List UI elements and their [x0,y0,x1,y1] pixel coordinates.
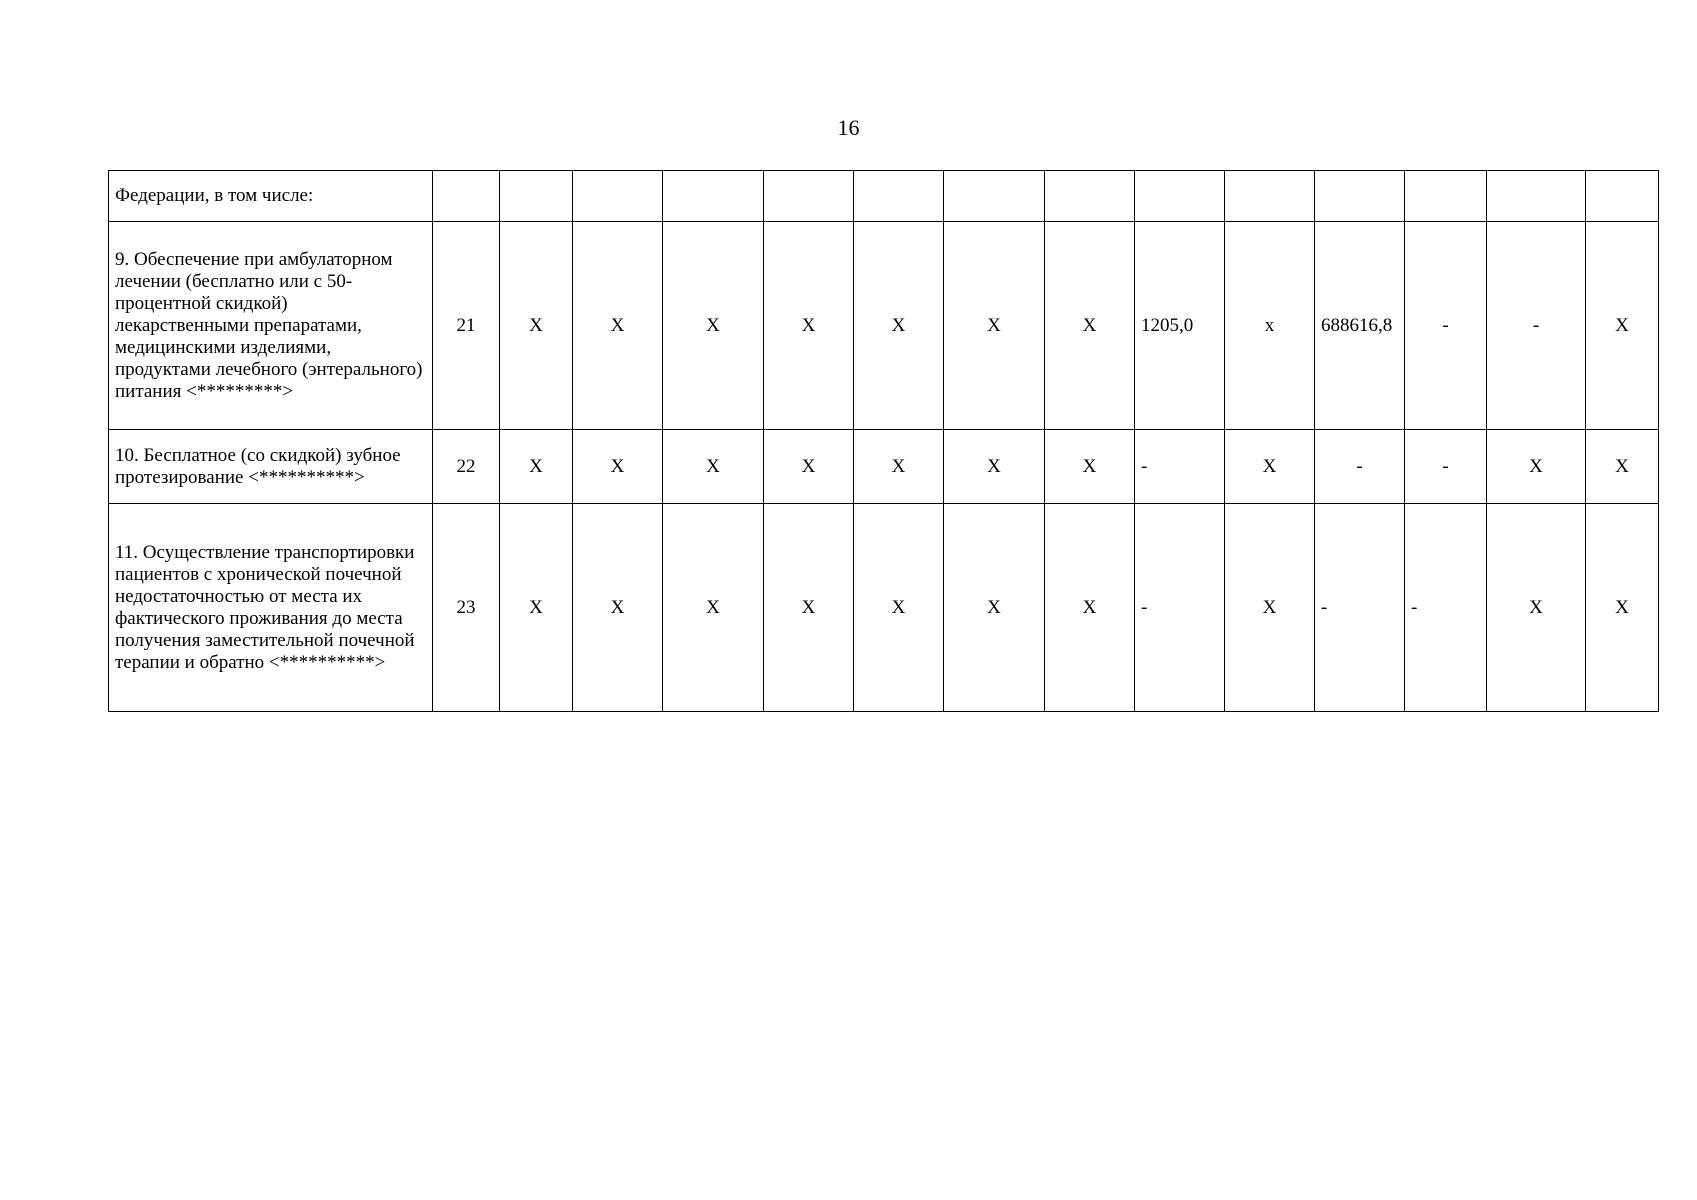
value-cell: X [1487,504,1586,712]
value-cell: X [944,430,1045,504]
value-cell: - [1487,222,1586,430]
value-cell: X [764,504,854,712]
value-cell: - [1405,504,1487,712]
table-row [109,430,1659,504]
value-cell [573,171,663,222]
value-cell: X [944,504,1045,712]
table-row [109,504,1659,712]
row-name-cell: Федерации, в том числе: [109,171,433,222]
value-cell: X [663,222,764,430]
value-cell [1045,171,1135,222]
value-cell [1315,171,1405,222]
value-cell: - [1405,222,1487,430]
value-cell [663,171,764,222]
value-cell [1405,171,1487,222]
value-cell: - [1405,430,1487,504]
value-cell: X [573,222,663,430]
value-cell: X [1586,504,1659,712]
value-cell: X [1586,430,1659,504]
value-cell: X [764,430,854,504]
value-cell: - [1315,504,1405,712]
value-cell: X [500,430,573,504]
value-cell [854,171,944,222]
value-cell: X [1487,430,1586,504]
table-row [109,222,1659,430]
value-cell: X [573,504,663,712]
value-cell: X [1045,430,1135,504]
value-cell: X [500,504,573,712]
row-code-cell [433,171,500,222]
value-cell: X [854,430,944,504]
value-cell [944,171,1045,222]
value-cell: X [1225,504,1315,712]
row-code-cell: 21 [433,222,500,430]
row-name-cell: 11. Осуществление транспортировки пациентов с хронической почечной недостаточностью от места их фактического проживания до места получения заместительной почечной терапии и обратно <**********> [109,504,433,712]
table-row [109,171,1659,222]
value-cell: - [1135,504,1225,712]
value-cell: X [663,504,764,712]
value-cell: X [1045,504,1135,712]
value-cell: - [1135,430,1225,504]
value-cell: X [663,430,764,504]
value-cell [1586,171,1659,222]
row-name-cell: 9. Обеспечение при амбулаторном лечении (бесплатно или с 50-процентной скидкой) лекарственными препаратами, медицинскими изделиями, продуктами лечебного (энтерального) питания <*********> [109,222,433,430]
value-cell: X [854,222,944,430]
value-cell: X [1586,222,1659,430]
data-table [108,170,1659,712]
value-cell: X [944,222,1045,430]
row-code-cell: 22 [433,430,500,504]
value-cell: X [1045,222,1135,430]
row-code-cell: 23 [433,504,500,712]
value-cell: 1205,0 [1135,222,1225,430]
value-cell: - [1315,430,1405,504]
value-cell [764,171,854,222]
value-cell: X [854,504,944,712]
page-number: 16 [837,115,860,140]
value-cell: X [764,222,854,430]
value-cell: X [1225,430,1315,504]
value-cell [1225,171,1315,222]
value-cell: x [1225,222,1315,430]
value-cell: X [573,430,663,504]
value-cell [1487,171,1586,222]
row-name-cell: 10. Бесплатное (со скидкой) зубное протезирование <**********> [109,430,433,504]
value-cell: X [500,222,573,430]
value-cell [1135,171,1225,222]
value-cell [500,171,573,222]
value-cell: 688616,8 [1315,222,1405,430]
